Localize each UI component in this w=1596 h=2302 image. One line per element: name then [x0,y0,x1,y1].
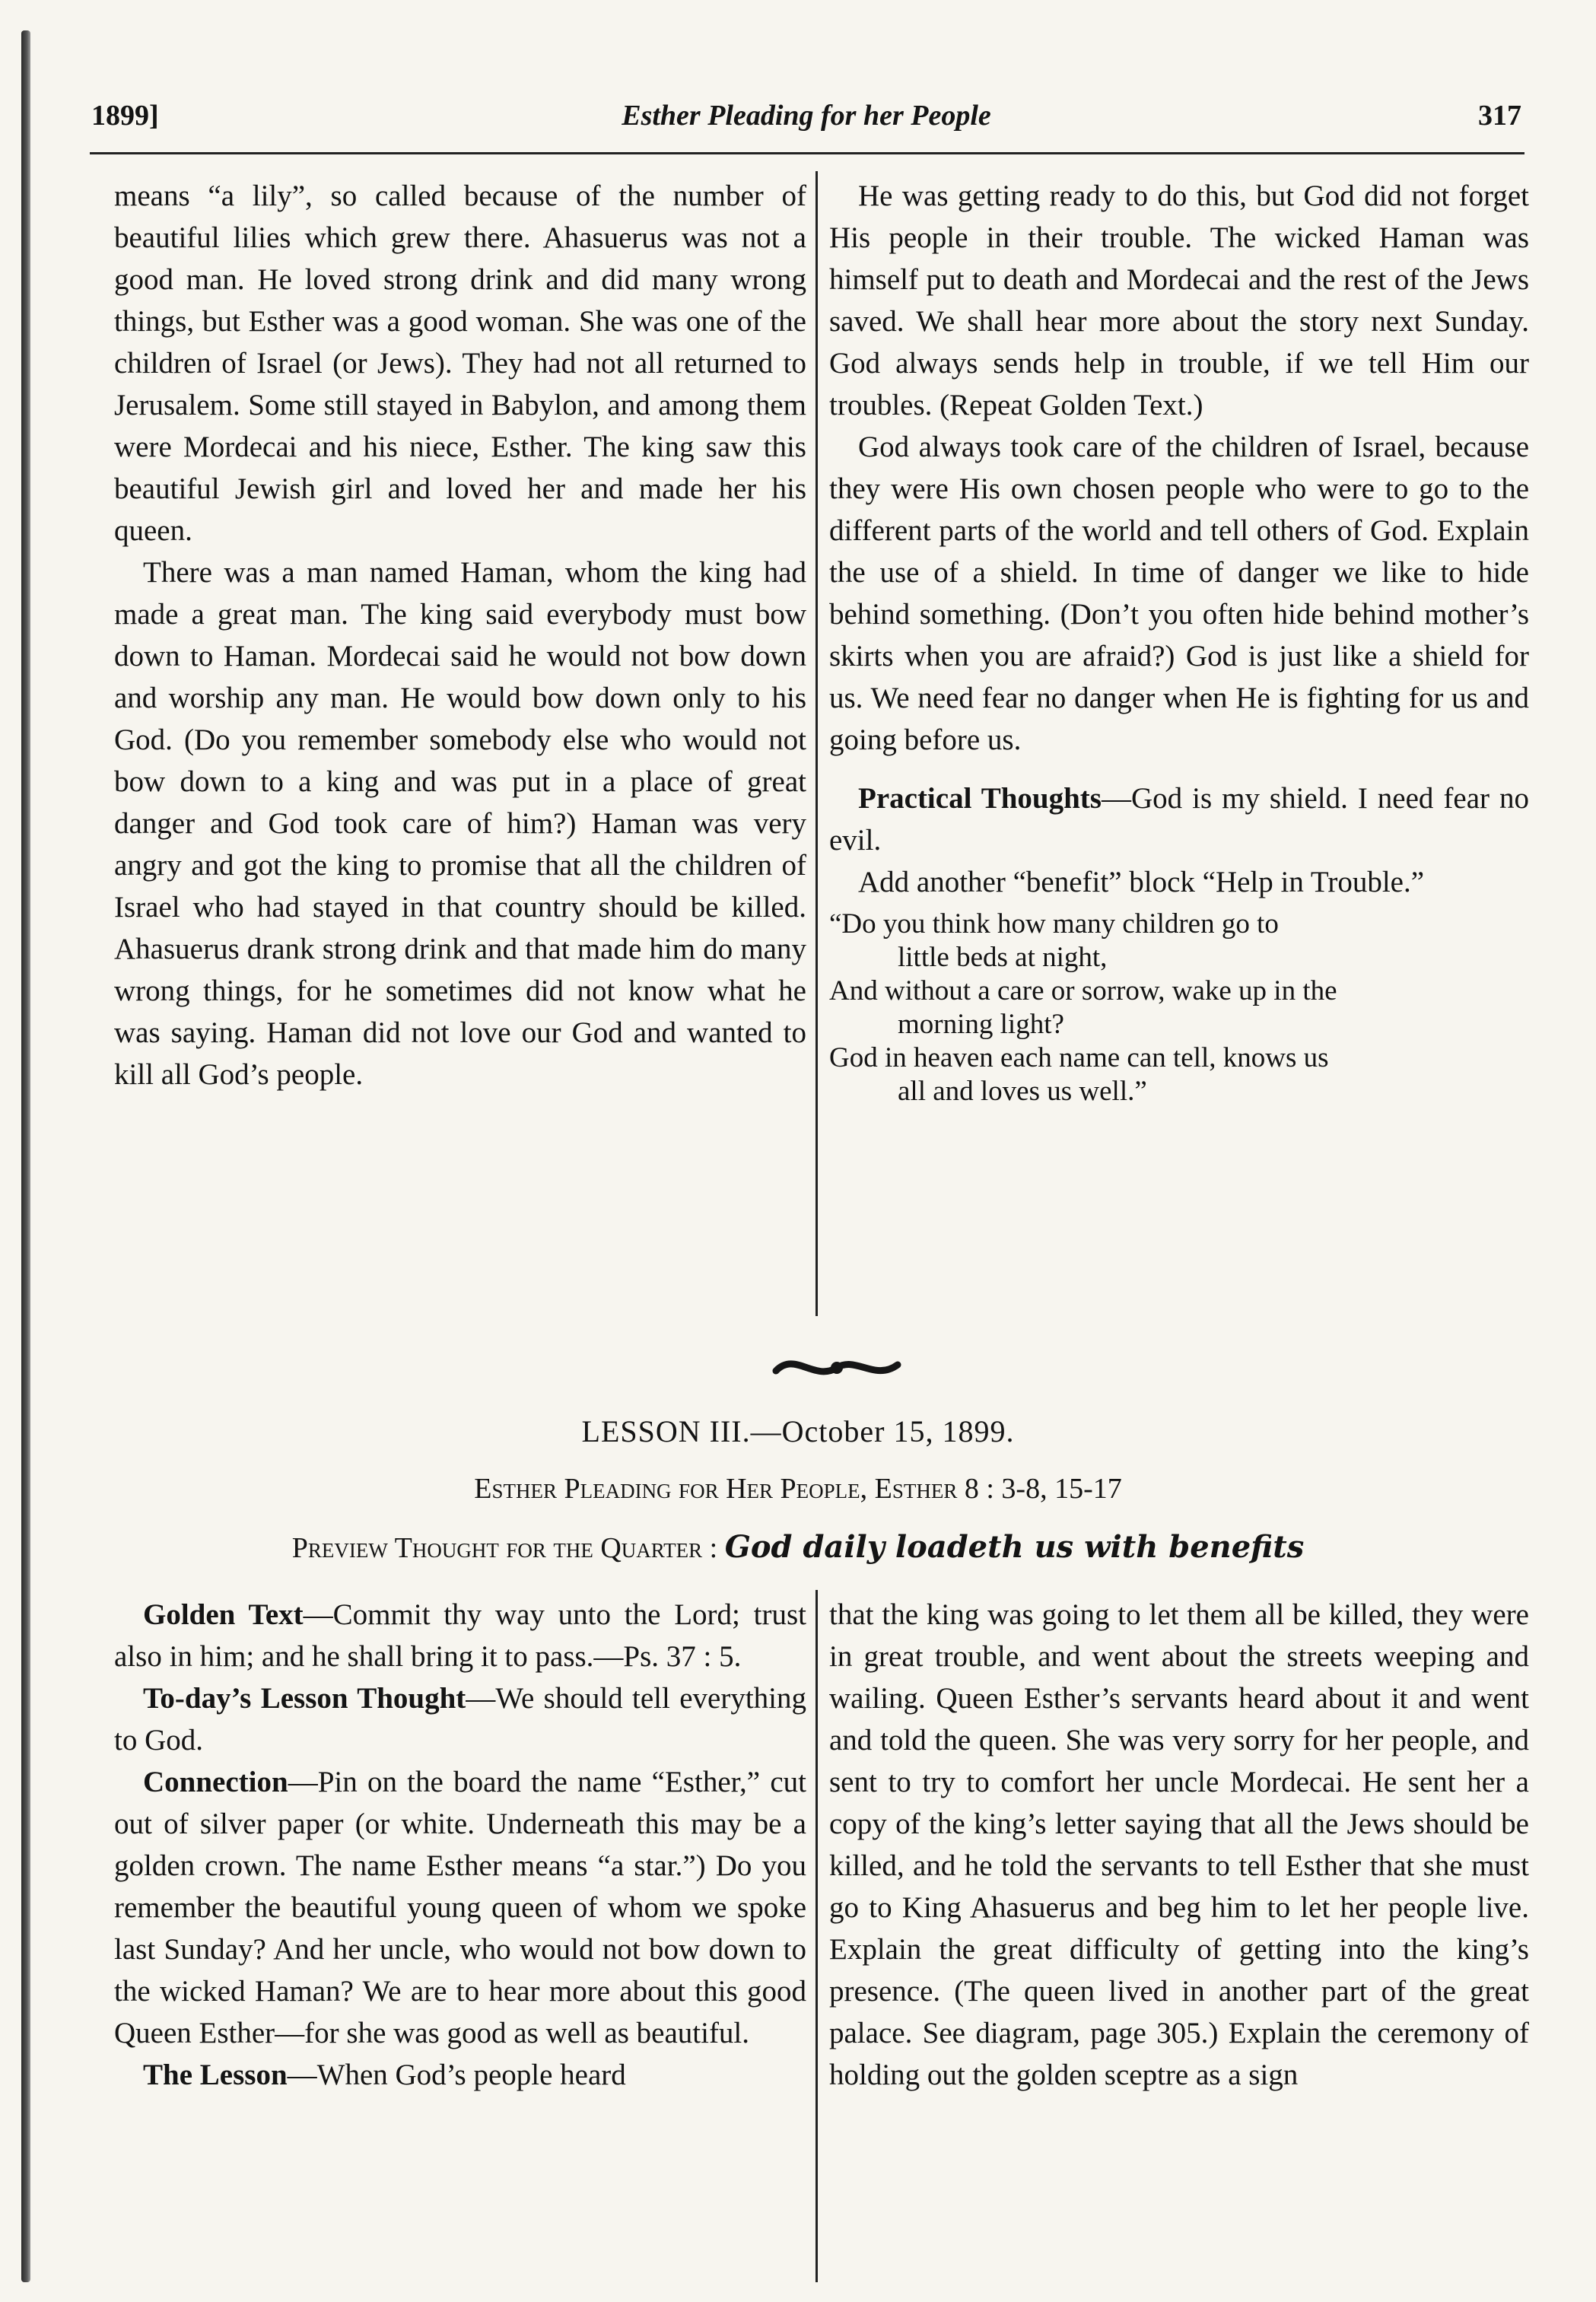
column-divider [815,171,818,1316]
lesson-body: —When God’s people heard [287,2059,626,2091]
column-left-bottom [114,1594,806,2096]
golden-text-body: —Commit thy way unto the Lord; trust also in him; and he shall bring it to pass.—Ps. 37 : 5. [114,1598,806,1673]
header-rule [90,152,1524,154]
column-divider [815,1590,818,2282]
paragraph: There was a man named Haman, whom the king had made a great man. The king said everybody must bow down to Haman. Mordecai said he would not bow down and worship any man. He would bow down only to his God. (Do you remember somebody else who would not bow down to a king and was put in a place of great danger and God took care of him?) Haman was very angry and got the king to promise that all the children of Israel who had stayed in that country should be killed. Ahasuerus drank strong drink and that made him do many wrong things, for he sometimes did not know what he was saying. Haman did not love our God and wanted to kill all God’s people. [114,556,806,1091]
the-lesson [114,2054,806,2096]
running-header [91,99,1521,145]
preview-text: God daily loadeth us with benefits [724,1529,1305,1565]
poem-line: “Do you think how many children go to [829,908,1279,940]
ornament-divider [761,1345,913,1391]
poem-line: And without a care or sorrow, wake up in the [829,975,1337,1006]
practical-text: —God is my shield. I need fear no evil. [829,782,1529,857]
column-right-bottom [829,1594,1529,2096]
preview-label: Preview Thought for the Quarter : [291,1532,718,1564]
preview-thought [0,1529,1596,1565]
paragraph: He was getting ready to do this, but God did not forget His people in their trouble. The wicked Haman was himself put to death and Mordecai and the rest of the Jews saved. We shall hear more about the story next Sunday. God always sends help in trouble, if we tell Him our troubles. (Repeat Golden Text.) [829,180,1529,421]
paragraph: means “a lily”, so called because of the number of beautiful lilies which grew there. Ahasuerus was not a good man. He loved strong drink and did many wrong things, but Esther was a good woman. She was one of the children of Israel (or Jews). They had not all returned to Jerusalem. Some still stayed in Babylon, and among them were Mordecai and his niece, Esther. The king saw this beautiful Jewish girl and loved her and made her his queen. [114,180,806,547]
column-left-top [114,175,806,1095]
practical-thoughts [829,777,1529,861]
lesson-thought [114,1677,806,1761]
golden-label: Golden Text [143,1598,304,1631]
poem-line: little beds at night, [898,942,1108,973]
golden-text [114,1594,806,1677]
thought-body: —We should tell everything to God. [114,1682,806,1757]
paragraph: Add another “benefit” block “Help in Trouble.” [858,866,1425,898]
connection-body: —Pin on the board the name “Esther,” cut out of silver paper (or white. Underneath this may be a golden crown. The name Esther means “a star.”) Do you remember the beautiful young queen of whom we spoke last Sunday? And her uncle, who would not bow down to the wicked Haman? We are to hear more about this good Queen Esther—for she was good as well as beautiful. [114,1766,806,2049]
poem-line: all and loves us well.” [898,1076,1147,1107]
connection [114,1761,806,2054]
lesson-title: LESSON III.—October 15, 1899. [581,1414,1015,1448]
poem-line: morning light? [898,1009,1064,1040]
header-title: Esther Pleading for her People [622,100,991,132]
paragraph: God always took care of the children of Israel, because they were His own chosen people who were to go to the different parts of the world and tell others of God. Explain the use of a shield. In time of danger we like to hide behind something. (Don’t you often hide behind mother’s skirts when you are afraid?) God is just like a shield for us. We need fear no danger when He is fighting for us and going before us. [829,431,1529,756]
lesson-label: The Lesson [143,2059,288,2091]
connection-label: Connection [143,1766,288,1798]
poem [829,908,1529,1108]
practical-label: Practical Thoughts [858,782,1102,815]
header-year: 1899] [91,100,159,132]
column-right-top [829,175,1529,1108]
paragraph: that the king was going to let them all be killed, they were in great trouble, and went about the streets weeping and wailing. Queen Esther’s servants heard about it and went and told the queen. She was very sorry for her people, and sent to try to comfort her uncle Mordecai. He sent her a copy of the king’s letter saying that all the Jews should be killed, and he told the servants to tell Esther that she must go to King Ahasuerus and beg him to let her people live. Explain the great difficulty of getting into the king’s presence. (The queen lived in another part of the great palace. See diagram, page 305.) Explain the ceremony of holding out the golden sceptre as a sign [829,1598,1529,2091]
thought-label: To-day’s Lesson Thought [143,1682,466,1715]
page-number: 317 [1478,100,1521,132]
binding-edge [21,30,30,2282]
poem-line: God in heaven each name can tell, knows us [829,1042,1329,1073]
lesson-reference: Esther Pleading for Her People, Esther 8 : 3-8, 15-17 [474,1473,1122,1505]
